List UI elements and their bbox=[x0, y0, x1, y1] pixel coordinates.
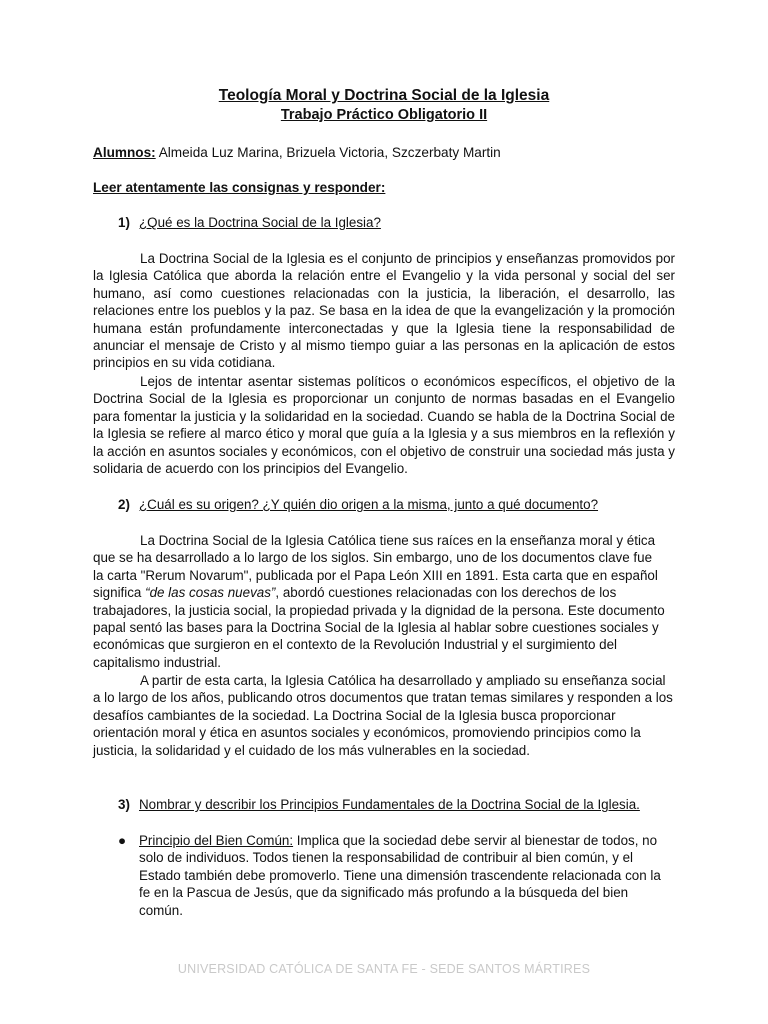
document-title: Teología Moral y Doctrina Social de la Iglesia bbox=[218, 87, 550, 104]
answer-2-text-before: La Doctrina Social de la Iglesia Católica tiene sus raíces en la enseñanza moral y ética que se ha desarrollado a lo largo de los siglos. Sin embargo, uno de los documentos clave fue la carta "Rerum Novarum", publicada por el Papa León XIII en 1891. Esta carta que en español significa bbox=[93, 533, 658, 601]
answer-2-text-after: , abordó cuestiones relacionadas con los derechos de los trabajadores, la justicia social, la propiedad privada y la dignidad de la persona. Este documento papal sentó las bases para la Doctrina Social de la Iglesia al hablar sobre cuestiones sociales y económicas que surgieron en el contexto de la Revolución Industrial y el surgimiento del capitalismo industrial. bbox=[93, 585, 665, 670]
bullet-text bbox=[139, 832, 675, 919]
principle-description: Implica que la sociedad debe servir al bienestar de todos, no solo de individuos. Todos tienen la responsabilidad de contribuir al bien común, y el Estado también debe promoverlo. Tiene una dimensión trascendente relacionada con la fe en la Pascua de Jesús, que da significado más profundo a la búsqueda del bien común. bbox=[139, 833, 661, 918]
answer-2-paragraph-2: A partir de esta carta, la Iglesia Católica ha desarrollado y ampliado su enseñanza social a lo largo de los años, publicando otros documentos que tratan temas similares y responden a los desafíos cambiantes de la sociedad. La Doctrina Social de la Iglesia busca proporcionar orientación moral y ética en asuntos sociales y económicos, promoviendo principios como la justicia, la solidaridad y el cuidado de los más vulnerables en la sociedad. bbox=[93, 673, 673, 758]
question-number: 3) bbox=[118, 797, 130, 812]
page-footer: UNIVERSIDAD CATÓLICA DE SANTA FE - SEDE SANTOS MÁRTIRES bbox=[177, 962, 591, 976]
instruction-line bbox=[93, 180, 385, 195]
question-text: ¿Cuál es su origen? ¿Y quién dio origen a la misma, junto a qué documento? bbox=[139, 497, 599, 512]
bullet-marker: ● bbox=[118, 833, 127, 848]
principle-bullet bbox=[118, 832, 675, 919]
principle-label: Principio del Bien Común: bbox=[139, 833, 294, 848]
question-number: 1) bbox=[118, 215, 130, 230]
answer-1-paragraph-2: Lejos de intentar asentar sistemas políticos o económicos específicos, el objetivo de la Doctrina Social de la Iglesia es proporcionar un conjunto de normas basadas en el Evangelio para fomentar la justicia y la solidaridad en la sociedad. Cuando se habla de la Doctrina Social de la Iglesia se refiere al marco ético y moral que guía a la Iglesia y a sus miembros en la reflexión y la acción en asuntos sociales y económicos, con el objetivo de construir una sociedad más justa y solidaria de acuerdo con los principios del Evangelio. bbox=[93, 374, 675, 477]
document-subtitle: Trabajo Práctico Obligatorio II bbox=[280, 107, 488, 123]
answer-2-italic-quote: “de las cosas nuevas” bbox=[145, 585, 276, 601]
question-2 bbox=[118, 497, 598, 512]
students-line bbox=[93, 145, 501, 160]
question-text: ¿Qué es la Doctrina Social de la Iglesia? bbox=[139, 215, 381, 230]
question-3 bbox=[118, 797, 640, 812]
students-label: Alumnos: bbox=[93, 145, 156, 160]
instruction-text: Leer atentamente las consignas y responder: bbox=[93, 180, 386, 195]
question-1 bbox=[118, 215, 381, 230]
answer-2-paragraph-1 bbox=[93, 532, 665, 671]
answer-1-paragraph-1: La Doctrina Social de la Iglesia es el conjunto de principios y enseñanzas promovidos por la Iglesia Católica que aborda la relación entre el Evangelio y la vida personal y social del ser humano, así como cuestiones relacionadas con la justicia, la liberación, el desarrollo, las relaciones entre los pueblos y la paz. Se basa en la idea de que la evangelización y la promoción humana están profundamente interconectadas y que la Iglesia tiene la responsabilidad de anunciar el mensaje de Cristo y al mismo tiempo guiar a las personas en la aplicación de estos principios en su vida cotidiana. bbox=[93, 251, 675, 371]
students-names: Almeida Luz Marina, Brizuela Victoria, Szczerbaty Martin bbox=[155, 145, 501, 160]
question-text: Nombrar y describir los Principios Fundamentales de la Doctrina Social de la Iglesia. bbox=[139, 797, 640, 812]
question-number: 2) bbox=[118, 497, 130, 512]
